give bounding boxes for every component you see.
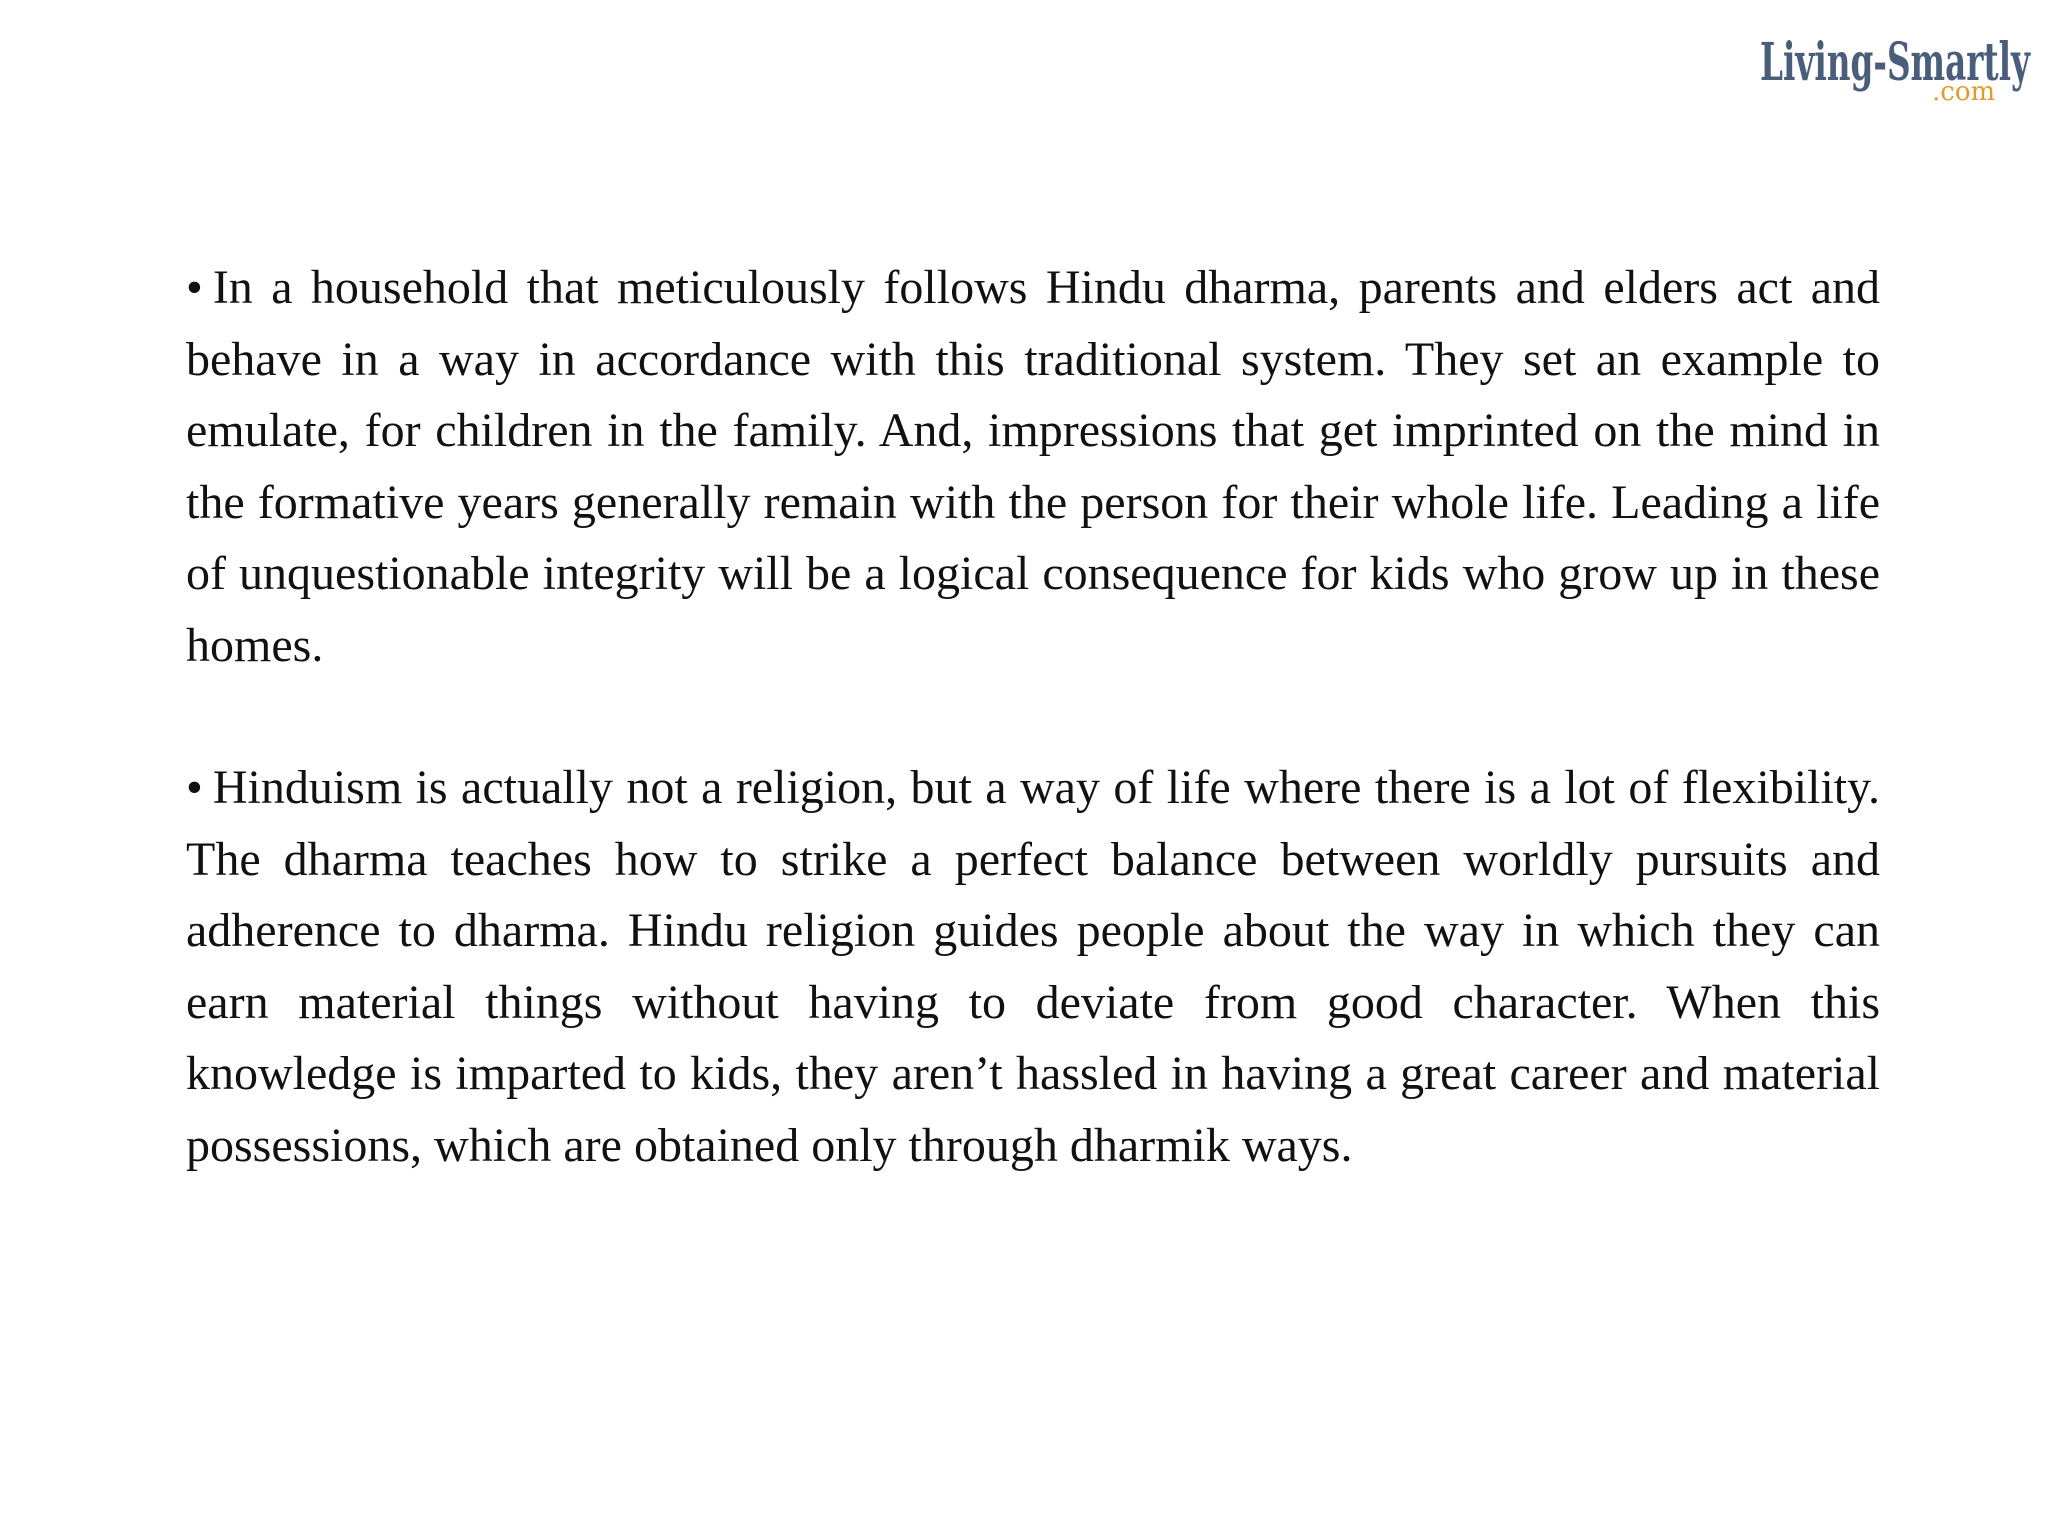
bullet-icon: • <box>186 761 203 814</box>
slide-body <box>186 252 1880 1181</box>
bullet-icon: • <box>186 261 203 314</box>
bullet-paragraph-2-text: Hinduism is actually not a religion, but a way of life where there is a lot of flexibility. The dharma teaches how to strike a perfect balance between worldly pursuits and adherence to dharma. Hindu religion guides people about the way in which they can earn material things without having to deviate from good character. When this knowledge is imparted to kids, they aren’t hassled in having a great career and material possessions, which are obtained only through dharmik ways. <box>186 761 1880 1172</box>
living-smartly-logo <box>1756 18 2036 118</box>
logo-main-text: Living-Smartly <box>1760 32 2032 93</box>
bullet-paragraph-1-text: In a household that meticulously follows Hindu dharma, parents and elders act and behave in a way in accordance with this traditional system. They set an example to emulate, for children in the family. And, impressions that get imprinted on the mind in the formative years generally remain with the person for their whole life. Leading a life of unquestionable integrity will be a logical consequence for kids who grow up in these homes. <box>186 261 1880 672</box>
bullet-paragraph-2 <box>186 752 1880 1181</box>
bullet-paragraph-1 <box>186 252 1880 681</box>
logo-graphic <box>1756 18 2036 118</box>
logo-sub-text: .com <box>1932 77 1996 107</box>
